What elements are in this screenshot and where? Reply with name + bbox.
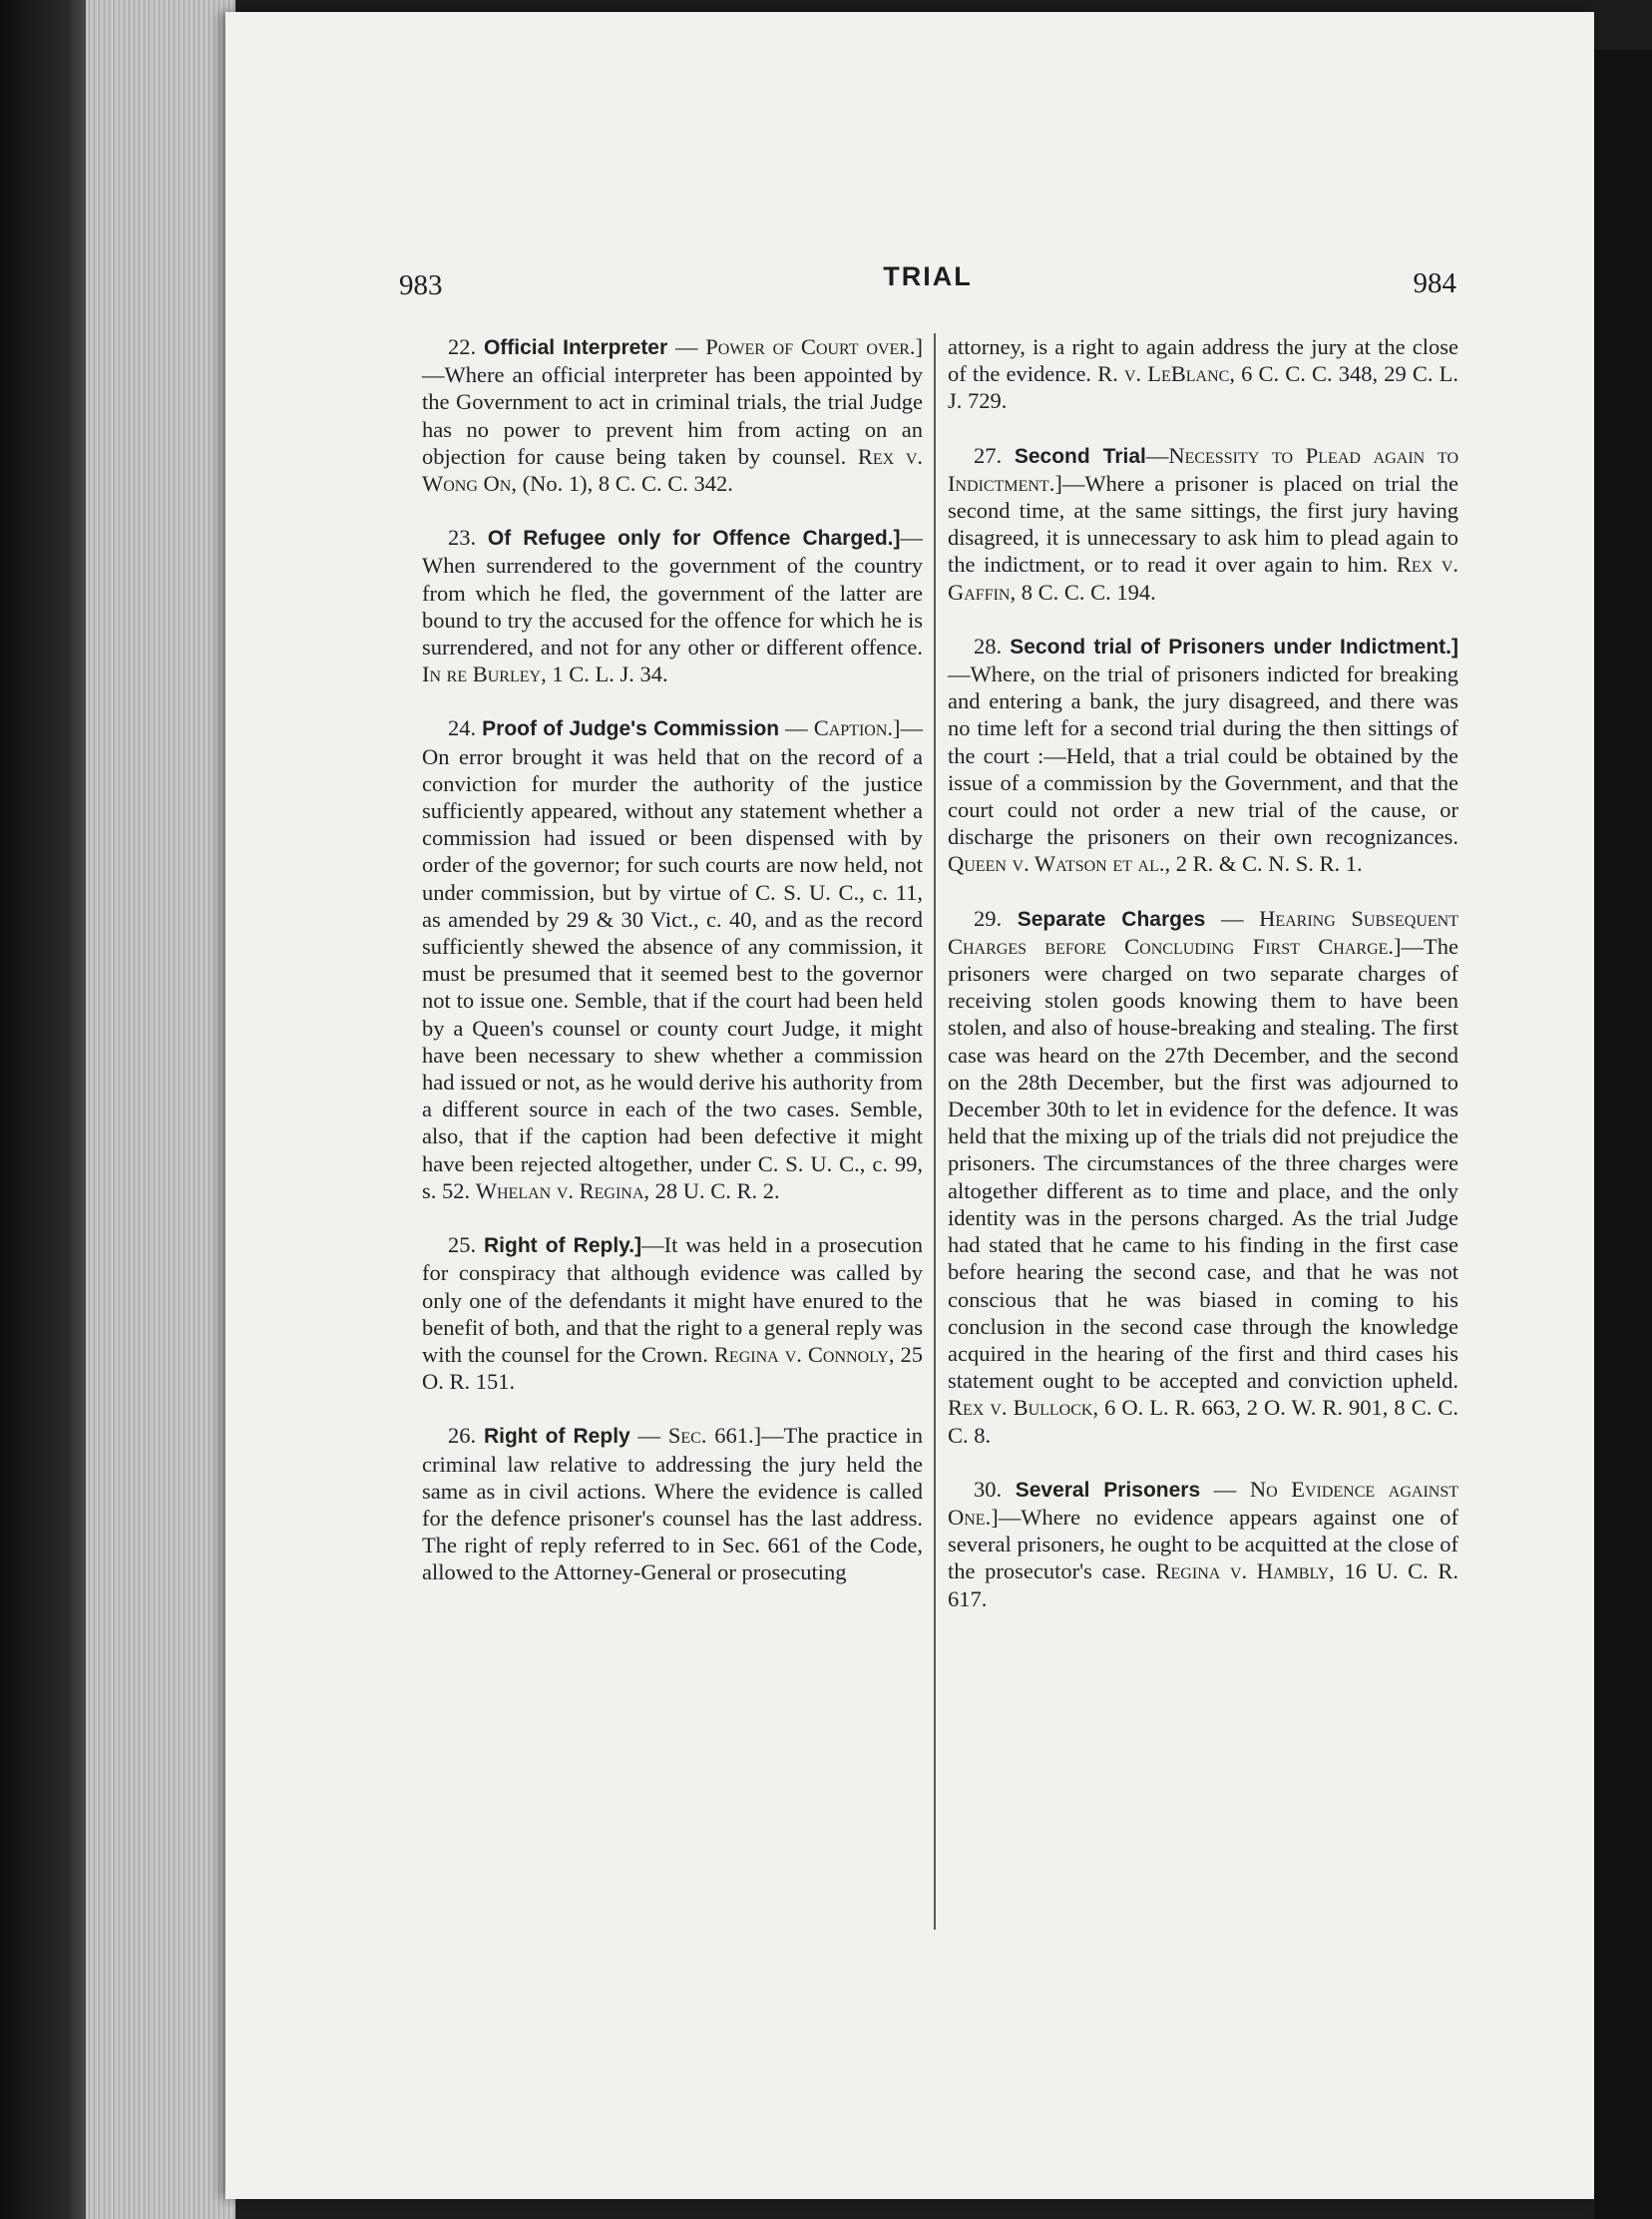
citation-ref: 25 O. R. 151. (422, 1341, 923, 1395)
entry-number: 22. (448, 334, 477, 359)
entry-body: —The prisoners were charged on two separate charges of receiving stolen goods knowing them to have been stolen, and also of house-breaking and stealing. The first case was heard on the 27th December, and the second on the 28th December, but the first was adjourned to December 30th to let in evidence for the defence. It was held that the mixing up of the trials did not prejudice the prisoners. The circumstances of the three charges were altogether different as to time and place, and the only identity was in the persons charged. As the trial Judge had stated that he came to his finding in the first case before hearing the second case, and that he was not conscious that he was biased in coming to his conclusion in the second case through the knowledge acquired in the hearing of the first and third cases his statement ought to be accepted and conviction upheld. (948, 933, 1458, 1394)
entry-28 (948, 633, 1458, 878)
entry-number: 24. (448, 715, 477, 741)
citation-ref: 8 C. C. C. 194. (1016, 579, 1156, 605)
left-page-number: 983 (399, 269, 443, 301)
citation-ref: 2 R. & C. N. S. R. 1. (1170, 851, 1363, 877)
book-spine-shadow (0, 0, 96, 2219)
citation-case: Rex v. Bullock, (948, 1395, 1099, 1421)
citation-case: Rex v. Gaffin, (948, 552, 1458, 605)
citation-case: Rex v. Wong On, (422, 443, 923, 497)
entry-23 (422, 524, 923, 687)
right-page-number: 984 (1413, 267, 1456, 299)
page-title: TRIAL (883, 261, 973, 291)
entry-number: 23. (448, 525, 477, 551)
entry-heading: Official Interpreter (483, 336, 668, 359)
entry-body: —The practice in criminal law relative to addressing the jury held the same as in civil actions. Where the evidence is called for the defence prisoner's counsel has the last address. The right of reply referred to in Sec. 661 of the Code, allowed to the Attorney-General or prosecuting (422, 1423, 924, 1585)
entry-body: —Where no evidence appears against one of several prisoners, he ought to be acquitted at the close of the prosecutor's case. (948, 1504, 1458, 1584)
entry-22 (422, 333, 923, 497)
citation-ref: 16 U. C. R. 617. (948, 1558, 1458, 1611)
right-column (948, 333, 1458, 1639)
citation-ref: 6 C. C. C. 348, 29 C. L. J. 729. (948, 361, 1458, 414)
entry-24 (422, 714, 923, 1204)
entry-body: —It was held in a prosecution for conspiracy that although evidence was called by only one of the defendants it might have enured to the benefit of both, and that the right to a general reply was with the counsel for the Crown. (422, 1232, 924, 1367)
entry-heading: Proof of Judge's Commission (482, 717, 780, 741)
entry-heading: Separate Charges (1017, 907, 1206, 931)
entry-body: —Where, on the trial of prisoners indicted for breaking and entering a bank, the jury disagreed, and there was no time left for a second trial during the then sittings of the court :—Held, that a trial could be obtained by the issue of a commission by the Government, and that the court could not order a new trial of the cause, or discharge the prisoners on their own recognizances. (948, 662, 1458, 850)
entry-number: 30. (974, 1476, 1003, 1502)
page-stack-edge (86, 0, 235, 2219)
citation-case: R. v. LeBlanc, (1097, 361, 1235, 387)
column-divider (934, 333, 936, 1930)
entry-number: 26. (448, 1423, 477, 1449)
entry-body: attorney, is a right to again address the jury at the close of the evidence. (948, 334, 1458, 387)
entry-27 (948, 442, 1458, 606)
entry-25 (422, 1231, 923, 1395)
entry-subheading: — Caption.] (779, 715, 901, 741)
entry-number: 28. (974, 633, 1003, 659)
entry-body: —Where an official interpreter has been appointed by the Government to act in criminal trials, the trial Judge has no power to prevent him from acting on an objection for cause being taken by counsel. (422, 362, 923, 469)
entry-heading: Several Prisoners (1015, 1478, 1201, 1502)
entry-body: —When surrendered to the government of the country from which he fled, the government of the latter are bound to try the accused for the offence for which he is surrendered, and not for any other or different offence. (422, 525, 923, 661)
facing-page-edge (1594, 50, 1652, 2219)
citation-case: Regina v. Hambly, (1155, 1558, 1335, 1584)
entry-30 (948, 1476, 1458, 1612)
left-column (422, 333, 923, 1613)
entry-number: 25. (448, 1232, 477, 1258)
entry-subheading: — Hearing Subsequent Charges before Concluding First Charge.] (948, 905, 1458, 959)
entry-number: 29. (974, 905, 1003, 931)
entry-subheading: — No Evidence against One.] (948, 1476, 1458, 1530)
citation-case: Regina v. Connoly, (713, 1341, 895, 1367)
entry-body: —Where a prisoner is placed on trial the second time, at the same sittings, the first jury having disagreed, it is unnecessary to ask him to plead again to the indictment, or to read it over again to him. (948, 470, 1458, 578)
citation-ref: 1 C. L. J. 34. (546, 662, 668, 687)
entry-heading: Right of Reply.] (484, 1234, 642, 1258)
entry-26-continued (948, 333, 1458, 415)
citation-case: In re Burley, (422, 662, 547, 687)
entry-subheading: — Power of Court over.] (667, 334, 924, 359)
entry-heading: Second trial of Prisoners under Indictment.] (1010, 635, 1458, 659)
citation-ref: 28 U. C. R. 2. (649, 1177, 780, 1203)
running-header (399, 261, 1456, 311)
entry-subheading: —Necessity to Plead again to Indictment.] (948, 442, 1458, 496)
entry-subheading: — Sec. 661.] (629, 1423, 762, 1449)
entry-heading: Second Trial (1014, 444, 1146, 468)
entry-body: — On error brought it was held that on the record of a conviction for murder the authority of the justice sufficiently appeared, without any statement whether a commission had issued or been dispensed with by order of the governor; for such courts are now held, not under commission, but by virtue of C. S. U. C., c. 11, as amended by 29 & 30 Vict., c. 40, and as the record sufficiently shewed the absence of any commission, it must be presumed that it seemed best to the governor not to issue one. Semble, that if the court had been held by a Queen's counsel or county court Judge, it might have been necessary to shew whether a commission had issued or not, as he would derive his authority from a different source in each of the two cases. Semble, also, that if the caption had been defective it might have been rejected altogether, under C. S. U. C., c. 99, s. 52. (422, 715, 924, 1203)
entry-26 (422, 1422, 923, 1585)
citation-case: Queen v. Watson et al., (948, 851, 1171, 877)
citation-case: Whelan v. Regina, (475, 1177, 650, 1203)
citation-ref: (No. 1), 8 C. C. C. 342. (516, 471, 733, 497)
entry-29 (948, 905, 1458, 1449)
entry-number: 27. (974, 442, 1003, 468)
citation-ref: 6 O. L. R. 663, 2 O. W. R. 901, 8 C. C. C. 8. (948, 1395, 1458, 1448)
entry-heading: Right of Reply (483, 1425, 630, 1449)
entry-heading: Of Refugee only for Offence Charged.] (487, 527, 901, 551)
